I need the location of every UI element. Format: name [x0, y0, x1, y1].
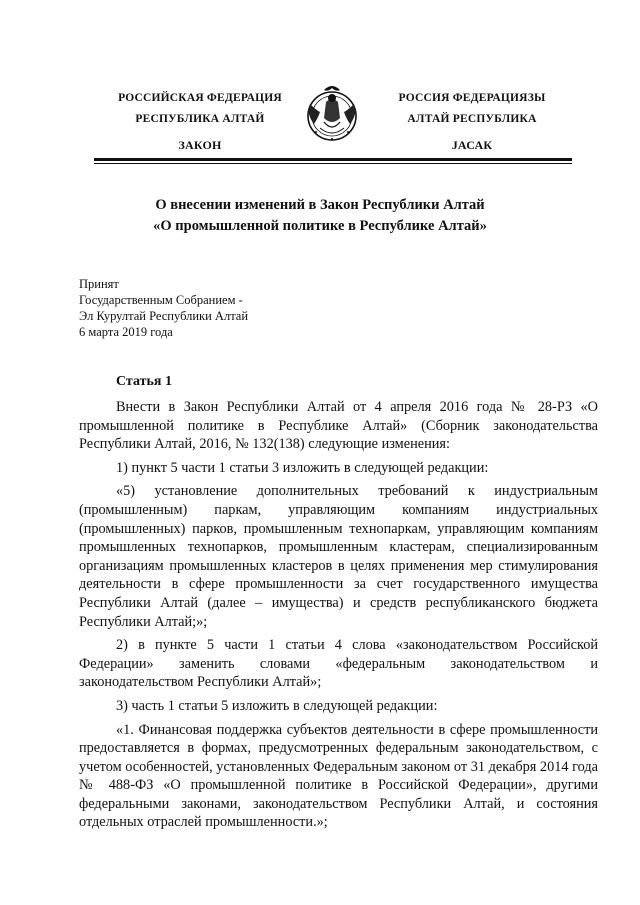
header-divider-thin	[94, 163, 572, 164]
header-right-line2: АЛТАЙ РЕСПУБЛИКА	[407, 113, 537, 125]
law-title-line1: О внесении изменений в Закон Республики Алтай	[155, 197, 485, 213]
header-left-block	[100, 88, 300, 156]
header-left-doc-type: ЗАКОН	[178, 138, 222, 152]
article-paragraph: «5) установление дополнительных требований к индустриальным (промышленным) паркам, управляющим компаниям индустриальных (промышленных) парков, промышленным технопаркам, управляющим компаниям промышленных технопарков, промышленным кластерам, специализированным организациям промышленных кластеров в целях применения мер стимулирования деятельности в сфере промышленности за счет государственного имущества Республики Алтай (далее – имущества) и средств республиканского бюджета Республики Алтай;»;	[79, 483, 598, 630]
header-divider-thick	[94, 158, 572, 161]
adoption-line3: Эл Курултай Республики Алтай	[79, 309, 249, 323]
document-header	[0, 88, 640, 158]
header-right-doc-type: JАСАК	[451, 138, 493, 152]
article-body	[79, 398, 598, 837]
header-right-line1: РОССИЯ ФЕДЕРАЦИЯЗЫ	[398, 92, 546, 104]
adoption-line2: Государственным Собранием -	[79, 293, 243, 307]
law-title	[0, 195, 640, 237]
article-paragraph: 3) часть 1 статьи 5 изложить в следующей редакции:	[116, 697, 438, 714]
adoption-line1: Принят	[79, 277, 119, 291]
law-title-line2: «О промышленной политике в Республике Алтай»	[153, 218, 487, 234]
coat-of-arms-icon	[296, 78, 368, 150]
adoption-block	[79, 276, 248, 340]
article-heading: Статья 1	[116, 374, 172, 389]
header-left-line1: РОССИЙСКАЯ ФЕДЕРАЦИЯ	[118, 92, 282, 104]
header-right-block	[372, 88, 572, 156]
article-paragraph: 1) пункт 5 части 1 статьи 3 изложить в следующей редакции:	[116, 459, 489, 476]
article-paragraph: «1. Финансовая поддержка субъектов деятельности в сфере промышленности предоставляется в формах, предусмотренных федеральным законодательством, с учетом особенностей, установленных Федеральным законом от 31 декабря 2014 года № 488-ФЗ «О промышленной политике в Российской Федерации», другими федеральными законами, законодательством Республики Алтай, и состояния отдельных отраслей промышленности.»;	[79, 721, 598, 831]
article-paragraph: 2) в пункте 5 части 1 статьи 4 слова «законодательством Российской Федерации» заменить словами «федеральным законодательством и законодательством Республики Алтай»;	[79, 637, 598, 691]
article-paragraph: Внести в Закон Республики Алтай от 4 апреля 2016 года № 28-РЗ «О промышленной политике в Республике Алтай» (Сборник законодательства Республики Алтай, 2016, № 132(138) следующие изменения:	[79, 399, 598, 453]
adoption-date: 6 марта 2019 года	[79, 325, 173, 339]
header-left-line2: РЕСПУБЛИКА АЛТАЙ	[135, 113, 265, 125]
